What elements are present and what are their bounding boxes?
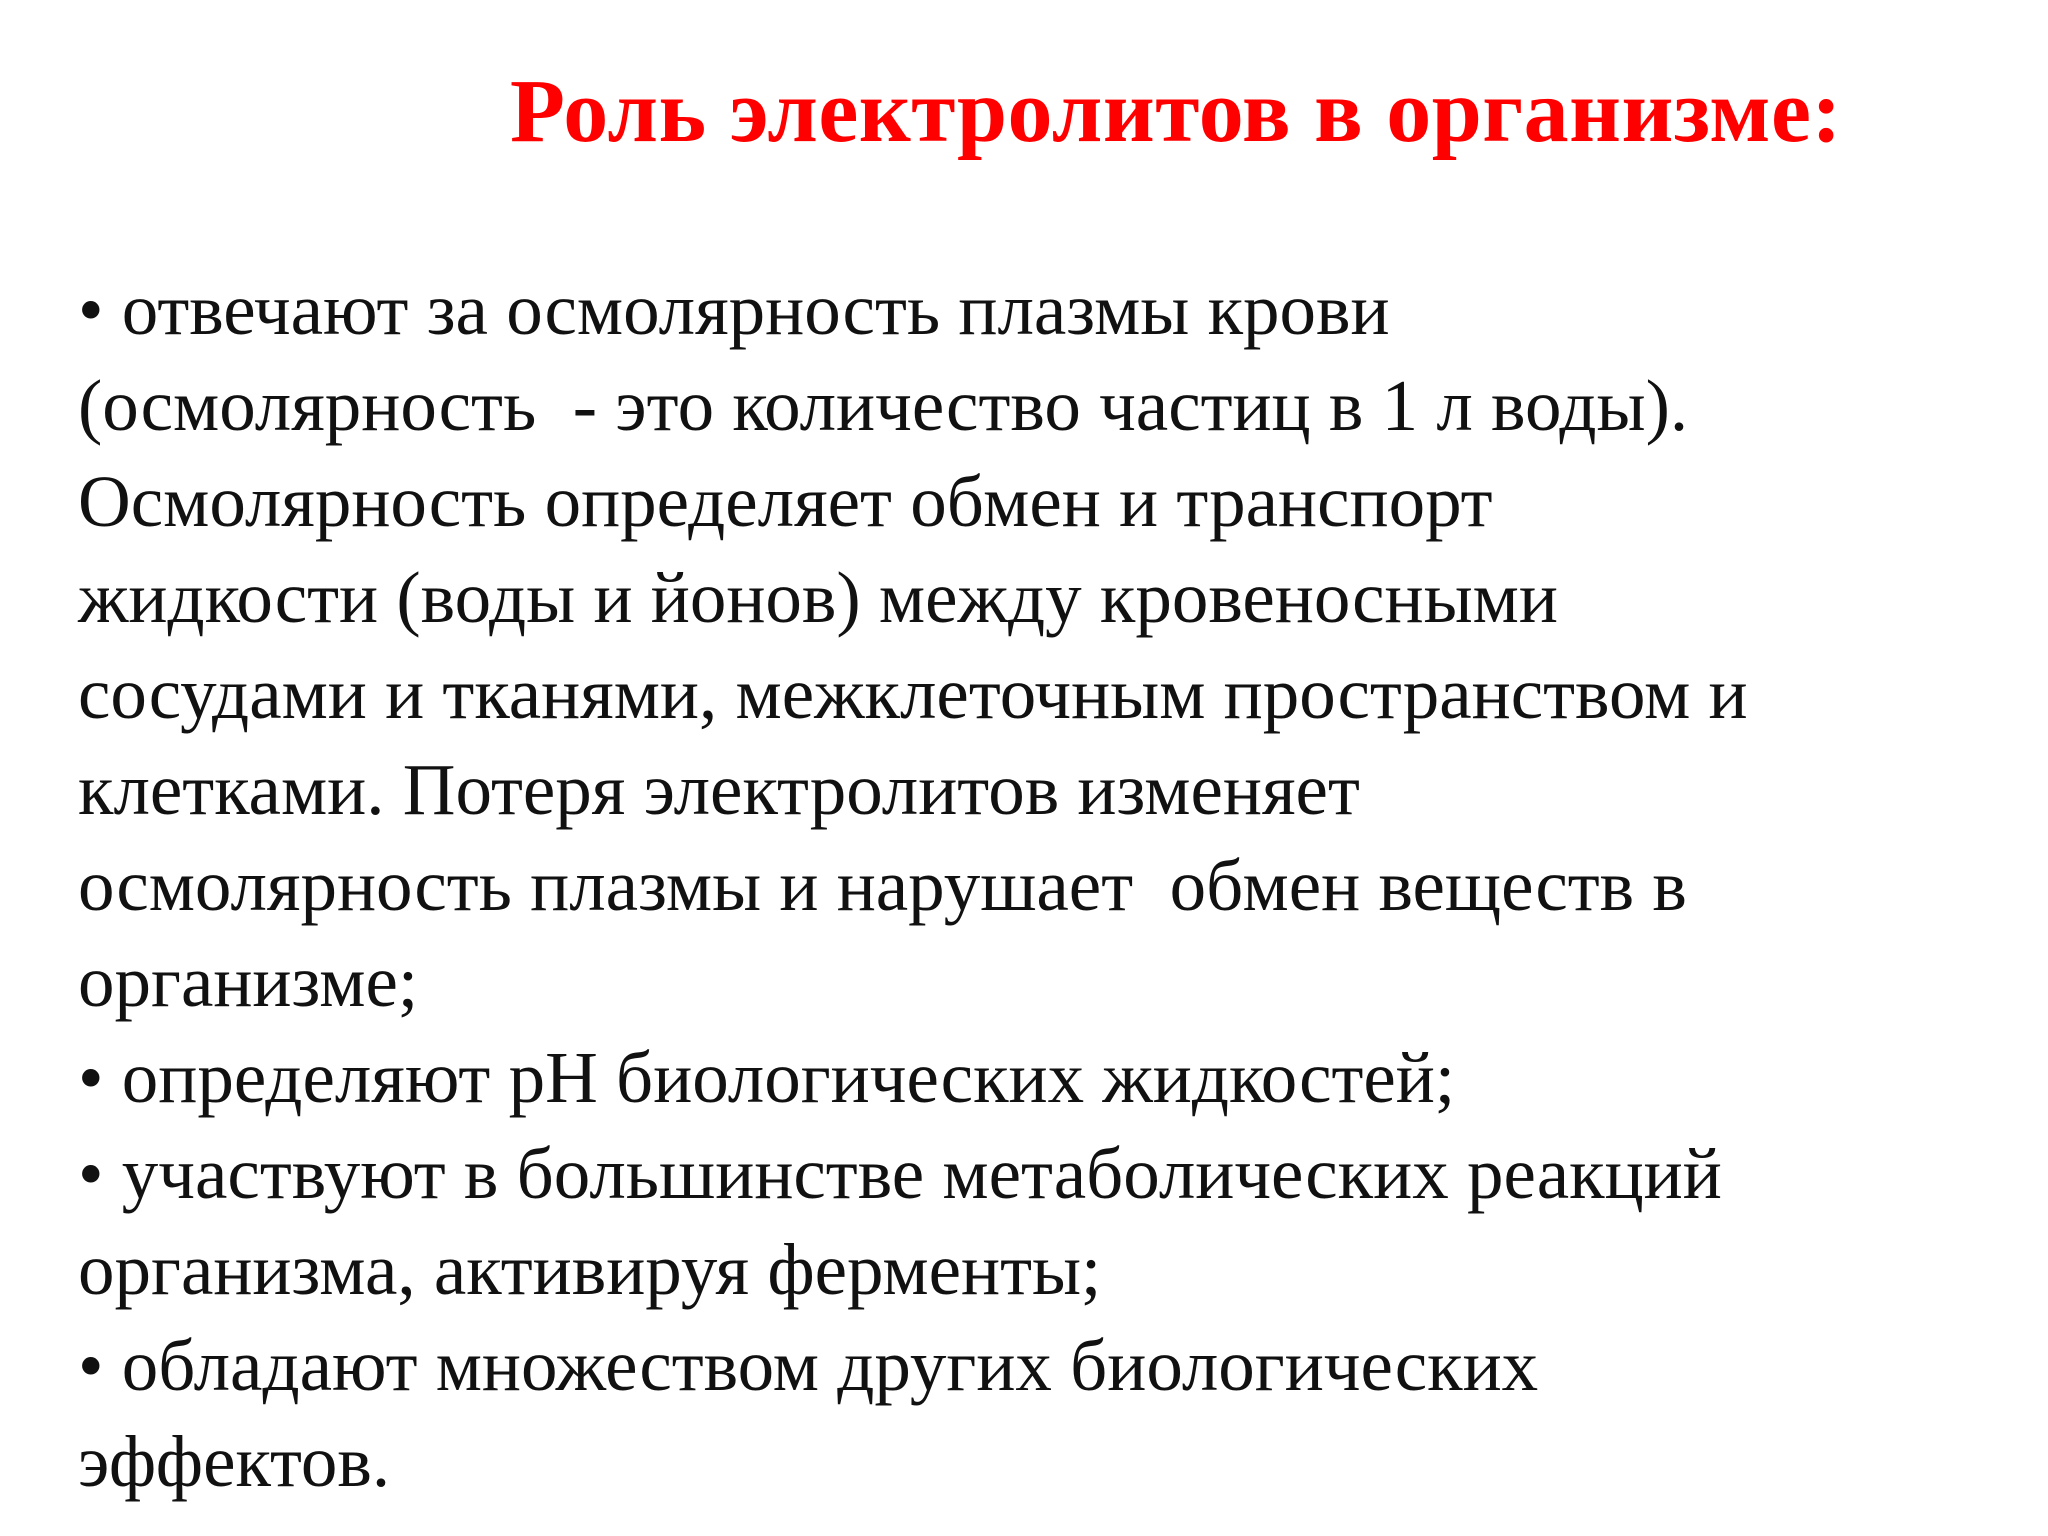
body-line: организма, активируя ферменты; <box>78 1229 1102 1310</box>
body-line: сосудами и тканями, межклеточным пространством и <box>78 653 1748 734</box>
body-line: жидкости (воды и йонов) между кровеносными <box>78 557 1558 638</box>
body-line-bullet-osmolarity: • отвечают за осмолярность плазмы крови <box>78 269 1390 350</box>
body-line-bullet-effects: • обладают множеством других биологических <box>78 1325 1539 1406</box>
slide-body <box>78 262 1978 1510</box>
body-line-bullet-ph: • определяют рН биологических жидкостей; <box>78 1037 1456 1118</box>
body-line: Осмолярность определяет обмен и транспорт <box>78 461 1493 542</box>
body-line: организме; <box>78 941 419 1022</box>
body-line: эффектов. <box>78 1421 391 1502</box>
slide-title: Роль электролитов в организме: <box>510 62 1842 161</box>
body-line: клетками. Потеря электролитов изменяет <box>78 749 1360 830</box>
body-line: (осмолярность - это количество частиц в 1 л воды). <box>78 365 1689 446</box>
body-line-bullet-metabolic: • участвуют в большинстве метаболических реакций <box>78 1133 1722 1214</box>
body-line: осмолярность плазмы и нарушает обмен веществ в <box>78 845 1687 926</box>
